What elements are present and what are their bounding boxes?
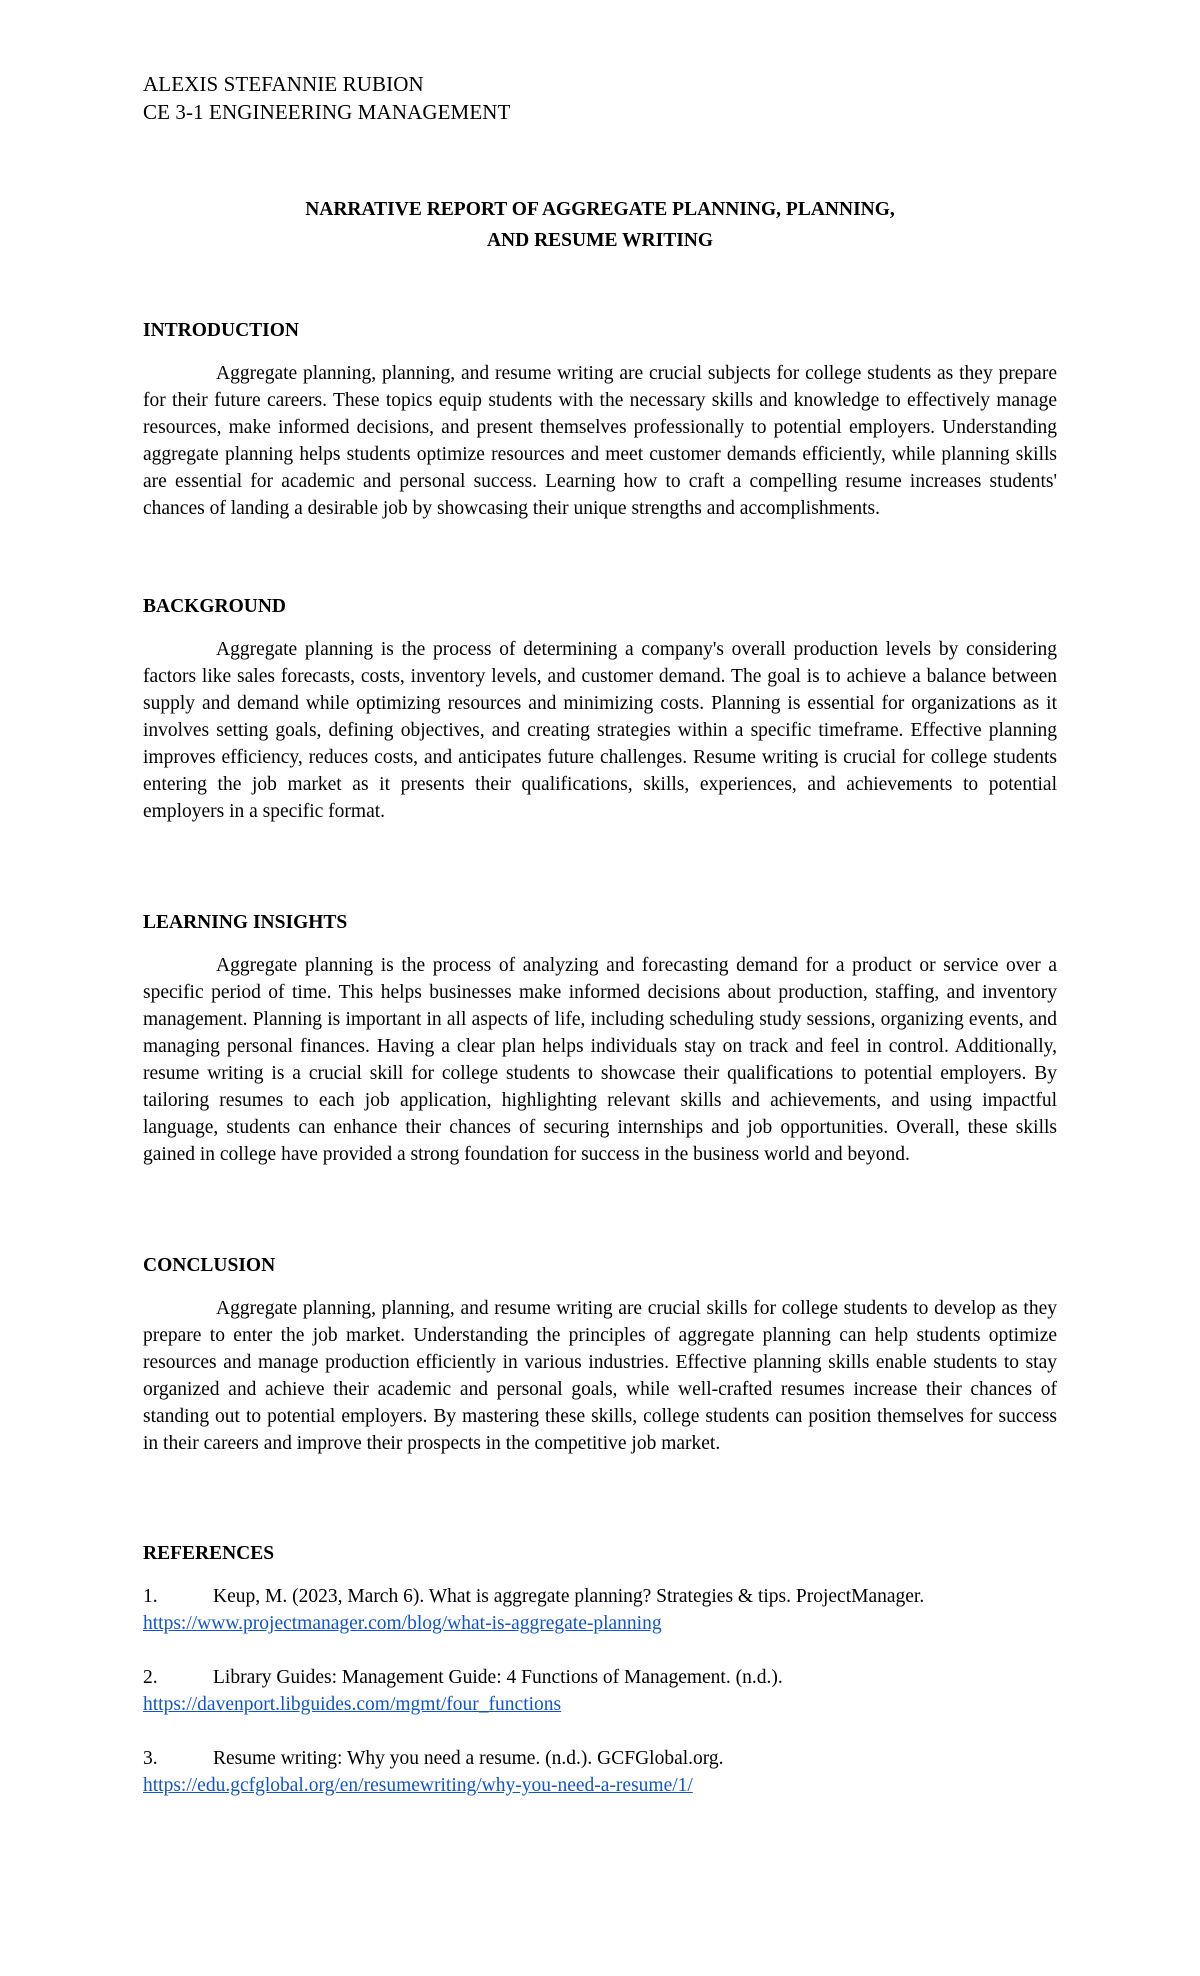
conclusion-body: Aggregate planning, planning, and resume writing are crucial skills for college students to develop as they prepare to enter the job market. Understanding the principles of aggregate planning can help students optimize resources and manage production efficiently in various industries. Effective planning skills enable students to stay organized and achieve their academic and personal goals, while well-crafted resumes increase their chances of standing out to potential employers. By mastering these skills, college students can position themselves for success in their careers and improve their prospects in the competitive job market.: [143, 1298, 1057, 1454]
reference-citation: Keup, M. (2023, March 6). What is aggregate planning? Strategies & tips. ProjectManager.: [213, 1586, 925, 1607]
report-title-line-2: AND RESUME WRITING: [486, 230, 714, 251]
introduction-body: Aggregate planning, planning, and resume writing are crucial subjects for college students as they prepare for their future careers. These topics equip students with the necessary skills and knowledge to effectively manage resources, make informed decisions, and present themselves professionally to potential employers. Understanding aggregate planning helps students optimize resources and meet customer demands efficiently, while planning skills are essential for academic and personal success. Learning how to craft a compelling resume increases students' chances of landing a desirable job by showcasing their unique strengths and accomplishments.: [143, 363, 1057, 519]
author-name: ALEXIS STEFANNIE RUBION: [143, 72, 424, 96]
background-heading: BACKGROUND: [143, 596, 287, 617]
reference-number: 3.: [143, 1748, 158, 1769]
reference-citation: Resume writing: Why you need a resume. (n.d.). GCFGlobal.org.: [213, 1748, 724, 1769]
reference-link[interactable]: https://davenport.libguides.com/mgmt/four_functions: [143, 1694, 562, 1715]
references-heading: REFERENCES: [143, 1543, 275, 1564]
reference-link[interactable]: https://edu.gcfglobal.org/en/resumewriting/why-you-need-a-resume/1/: [143, 1775, 693, 1796]
learning-insights-heading: LEARNING INSIGHTS: [143, 912, 348, 933]
reference-item: [143, 1745, 1057, 1799]
reference-number: 1.: [143, 1586, 158, 1607]
reference-citation: Library Guides: Management Guide: 4 Functions of Management. (n.d.).: [213, 1667, 783, 1688]
reference-link[interactable]: https://www.projectmanager.com/blog/what-is-aggregate-planning: [143, 1613, 662, 1634]
report-title-line-1: NARRATIVE REPORT OF AGGREGATE PLANNING, PLANNING,: [305, 199, 895, 220]
conclusion-heading: CONCLUSION: [143, 1255, 276, 1276]
reference-item: [143, 1664, 1057, 1718]
reference-number: 2.: [143, 1667, 158, 1688]
introduction-heading: INTRODUCTION: [143, 320, 300, 341]
course-name: CE 3-1 ENGINEERING MANAGEMENT: [143, 100, 511, 124]
report-title: [143, 194, 1057, 256]
author-header: [143, 70, 510, 126]
reference-item: [143, 1583, 1057, 1637]
background-body: Aggregate planning is the process of determining a company's overall production levels by considering factors like sales forecasts, costs, inventory levels, and customer demand. The goal is to achieve a balance between supply and demand while optimizing resources and minimizing costs. Planning is essential for organizations as it involves setting goals, defining objectives, and creating strategies within a specific timeframe. Effective planning improves efficiency, reduces costs, and anticipates future challenges. Resume writing is crucial for college students entering the job market as it presents their qualifications, skills, experiences, and achievements to potential employers in a specific format.: [143, 639, 1057, 822]
learning-insights-body: Aggregate planning is the process of analyzing and forecasting demand for a product or service over a specific period of time. This helps businesses make informed decisions about production, staffing, and inventory management. Planning is important in all aspects of life, including scheduling study sessions, organizing events, and managing personal finances. Having a clear plan helps individuals stay on track and feel in control. Additionally, resume writing is a crucial skill for college students to showcase their qualifications to potential employers. By tailoring resumes to each job application, highlighting relevant skills and achievements, and using impactful language, students can enhance their chances of securing internships and job opportunities. Overall, these skills gained in college have provided a strong foundation for success in the business world and beyond.: [143, 955, 1057, 1165]
